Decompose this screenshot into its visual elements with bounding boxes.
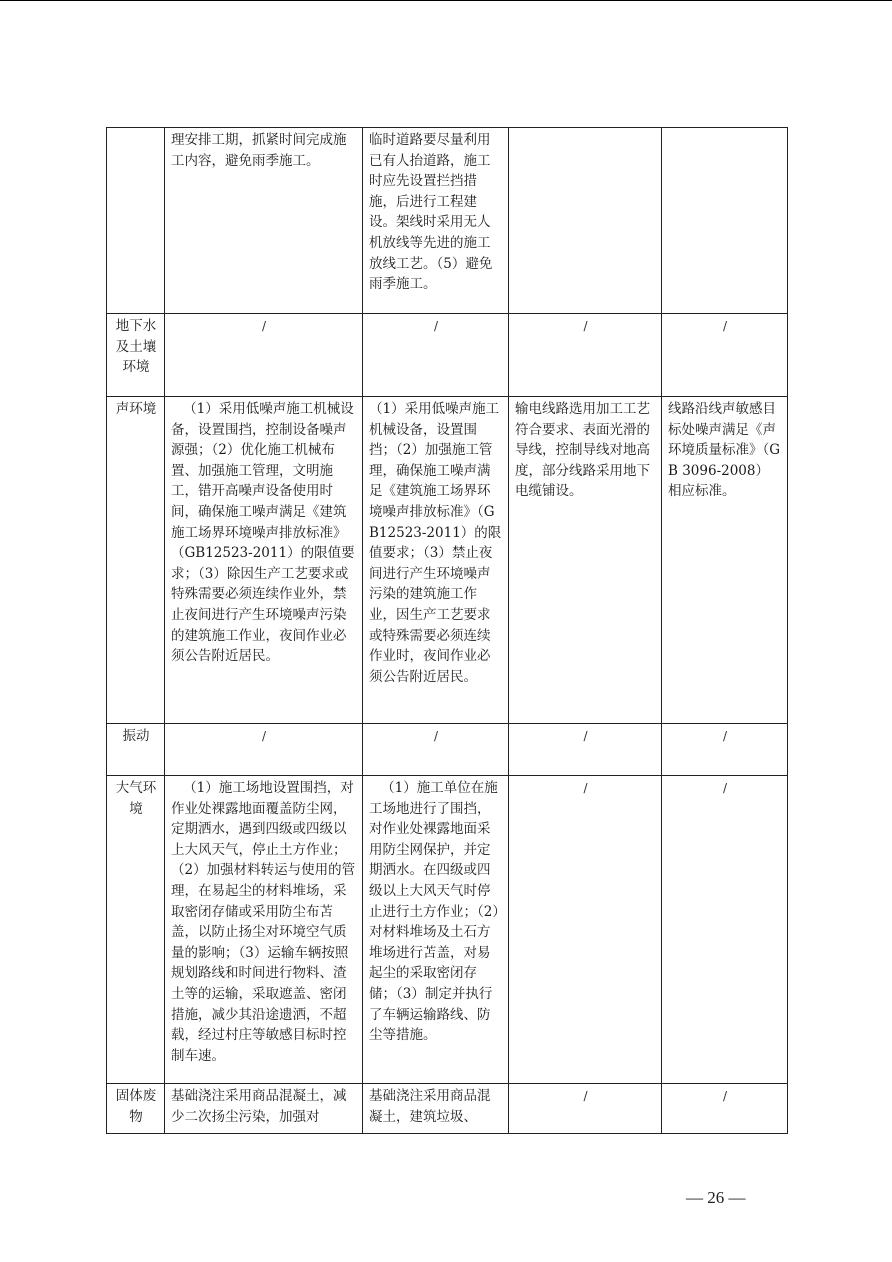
implementation-cell: / bbox=[363, 314, 509, 397]
table-row bbox=[107, 776, 788, 1084]
measures-cell: （1）施工场地设置围挡，对作业处裸露地面覆盖防尘网，定期洒水，遇到四级或四级以上大风天气，停止土方作业；（2）加强材料转运与使用的管理，在易起尘的材料堆场，采取密闭存储或采用防尘布苫盖，以防止扬尘对环境空气质量的影响；（3）运输车辆按照规划路线和时间进行物料、渣土等的运输，采取遮盖、密闭措施，减少其沿途遗洒，不超载，经过村庄等敏感目标时控制车速。 bbox=[165, 776, 363, 1084]
col5-cell: / bbox=[662, 1084, 788, 1134]
category-cell: 大气环境 bbox=[107, 776, 165, 1084]
table-row bbox=[107, 128, 788, 314]
col5-cell bbox=[662, 128, 788, 314]
col5-cell: / bbox=[662, 314, 788, 397]
page-top-border bbox=[0, 0, 892, 1]
table-row bbox=[107, 314, 788, 397]
page-number: — 26 — bbox=[686, 1188, 746, 1207]
col4-cell: 输电线路选用加工工艺符合要求、表面光滑的导线，控制导线对地高度，部分线路采用地下电缆铺设。 bbox=[509, 397, 662, 724]
implementation-cell: / bbox=[363, 724, 509, 776]
col5-cell: / bbox=[662, 776, 788, 1084]
implementation-cell: （1）施工单位在施工场地进行了围挡，对作业处裸露地面采用防尘网保护，并定期洒水。在四级或四级以上大风天气时停止进行土方作业；（2）对材料堆场及土石方堆场进行苫盖，对易起尘的采取密闭存储；（3）制定并执行了车辆运输路线、防尘等措施。 bbox=[363, 776, 509, 1084]
col5-cell: / bbox=[662, 724, 788, 776]
col4-cell: / bbox=[509, 1084, 662, 1134]
table-row bbox=[107, 724, 788, 776]
measures-table bbox=[106, 127, 788, 1134]
col4-cell: / bbox=[509, 724, 662, 776]
measures-cell: 基础浇注采用商品混凝土，减少二次扬尘污染，加强对 bbox=[165, 1084, 363, 1134]
col4-cell: / bbox=[509, 776, 662, 1084]
measures-cell: / bbox=[165, 314, 363, 397]
category-cell: 声环境 bbox=[107, 397, 165, 724]
measures-cell: 理安排工期，抓紧时间完成施工内容，避免雨季施工。 bbox=[165, 128, 363, 314]
table-row bbox=[107, 397, 788, 724]
table-row bbox=[107, 1084, 788, 1134]
implementation-cell: 临时道路要尽量利用已有人抬道路，施工时应先设置拦挡措施，后进行工程建设。架线时采用无人机放线等先进的施工放线工艺。（5）避免雨季施工。 bbox=[363, 128, 509, 314]
category-cell: 固体废物 bbox=[107, 1084, 165, 1134]
category-cell bbox=[107, 128, 165, 314]
implementation-cell: （1）采用低噪声施工机械设备，设置围挡；（2）加强施工管理，确保施工噪声满足《建筑施工场界环境噪声排放标准》（GB12523-2011）的限值要求；（3）禁止夜间进行产生环境噪声污染的建筑施工作业，因生产工艺要求或特殊需要必须连续作业时，夜间作业必须公告附近居民。 bbox=[363, 397, 509, 724]
implementation-cell: 基础浇注采用商品混凝土，建筑垃圾、 bbox=[363, 1084, 509, 1134]
col4-cell: / bbox=[509, 314, 662, 397]
category-cell: 振动 bbox=[107, 724, 165, 776]
measures-cell: （1）采用低噪声施工机械设备，设置围挡，控制设备噪声源强；（2）优化施工机械布置、加强施工管理，文明施工，错开高噪声设备使用时间，确保施工噪声满足《建筑施工场界环境噪声排放标准》（GB12523-2011）的限值要求；（3）除因生产工艺要求或特殊需要必须连续作业外，禁止夜间进行产生环境噪声污染的建筑施工作业，夜间作业必须公告附近居民。 bbox=[165, 397, 363, 724]
col4-cell bbox=[509, 128, 662, 314]
measures-cell: / bbox=[165, 724, 363, 776]
col5-cell: 线路沿线声敏感目标处噪声满足《声环境质量标准》（GB 3096-2008）相应标准。 bbox=[662, 397, 788, 724]
category-cell: 地下水及土壤环境 bbox=[107, 314, 165, 397]
